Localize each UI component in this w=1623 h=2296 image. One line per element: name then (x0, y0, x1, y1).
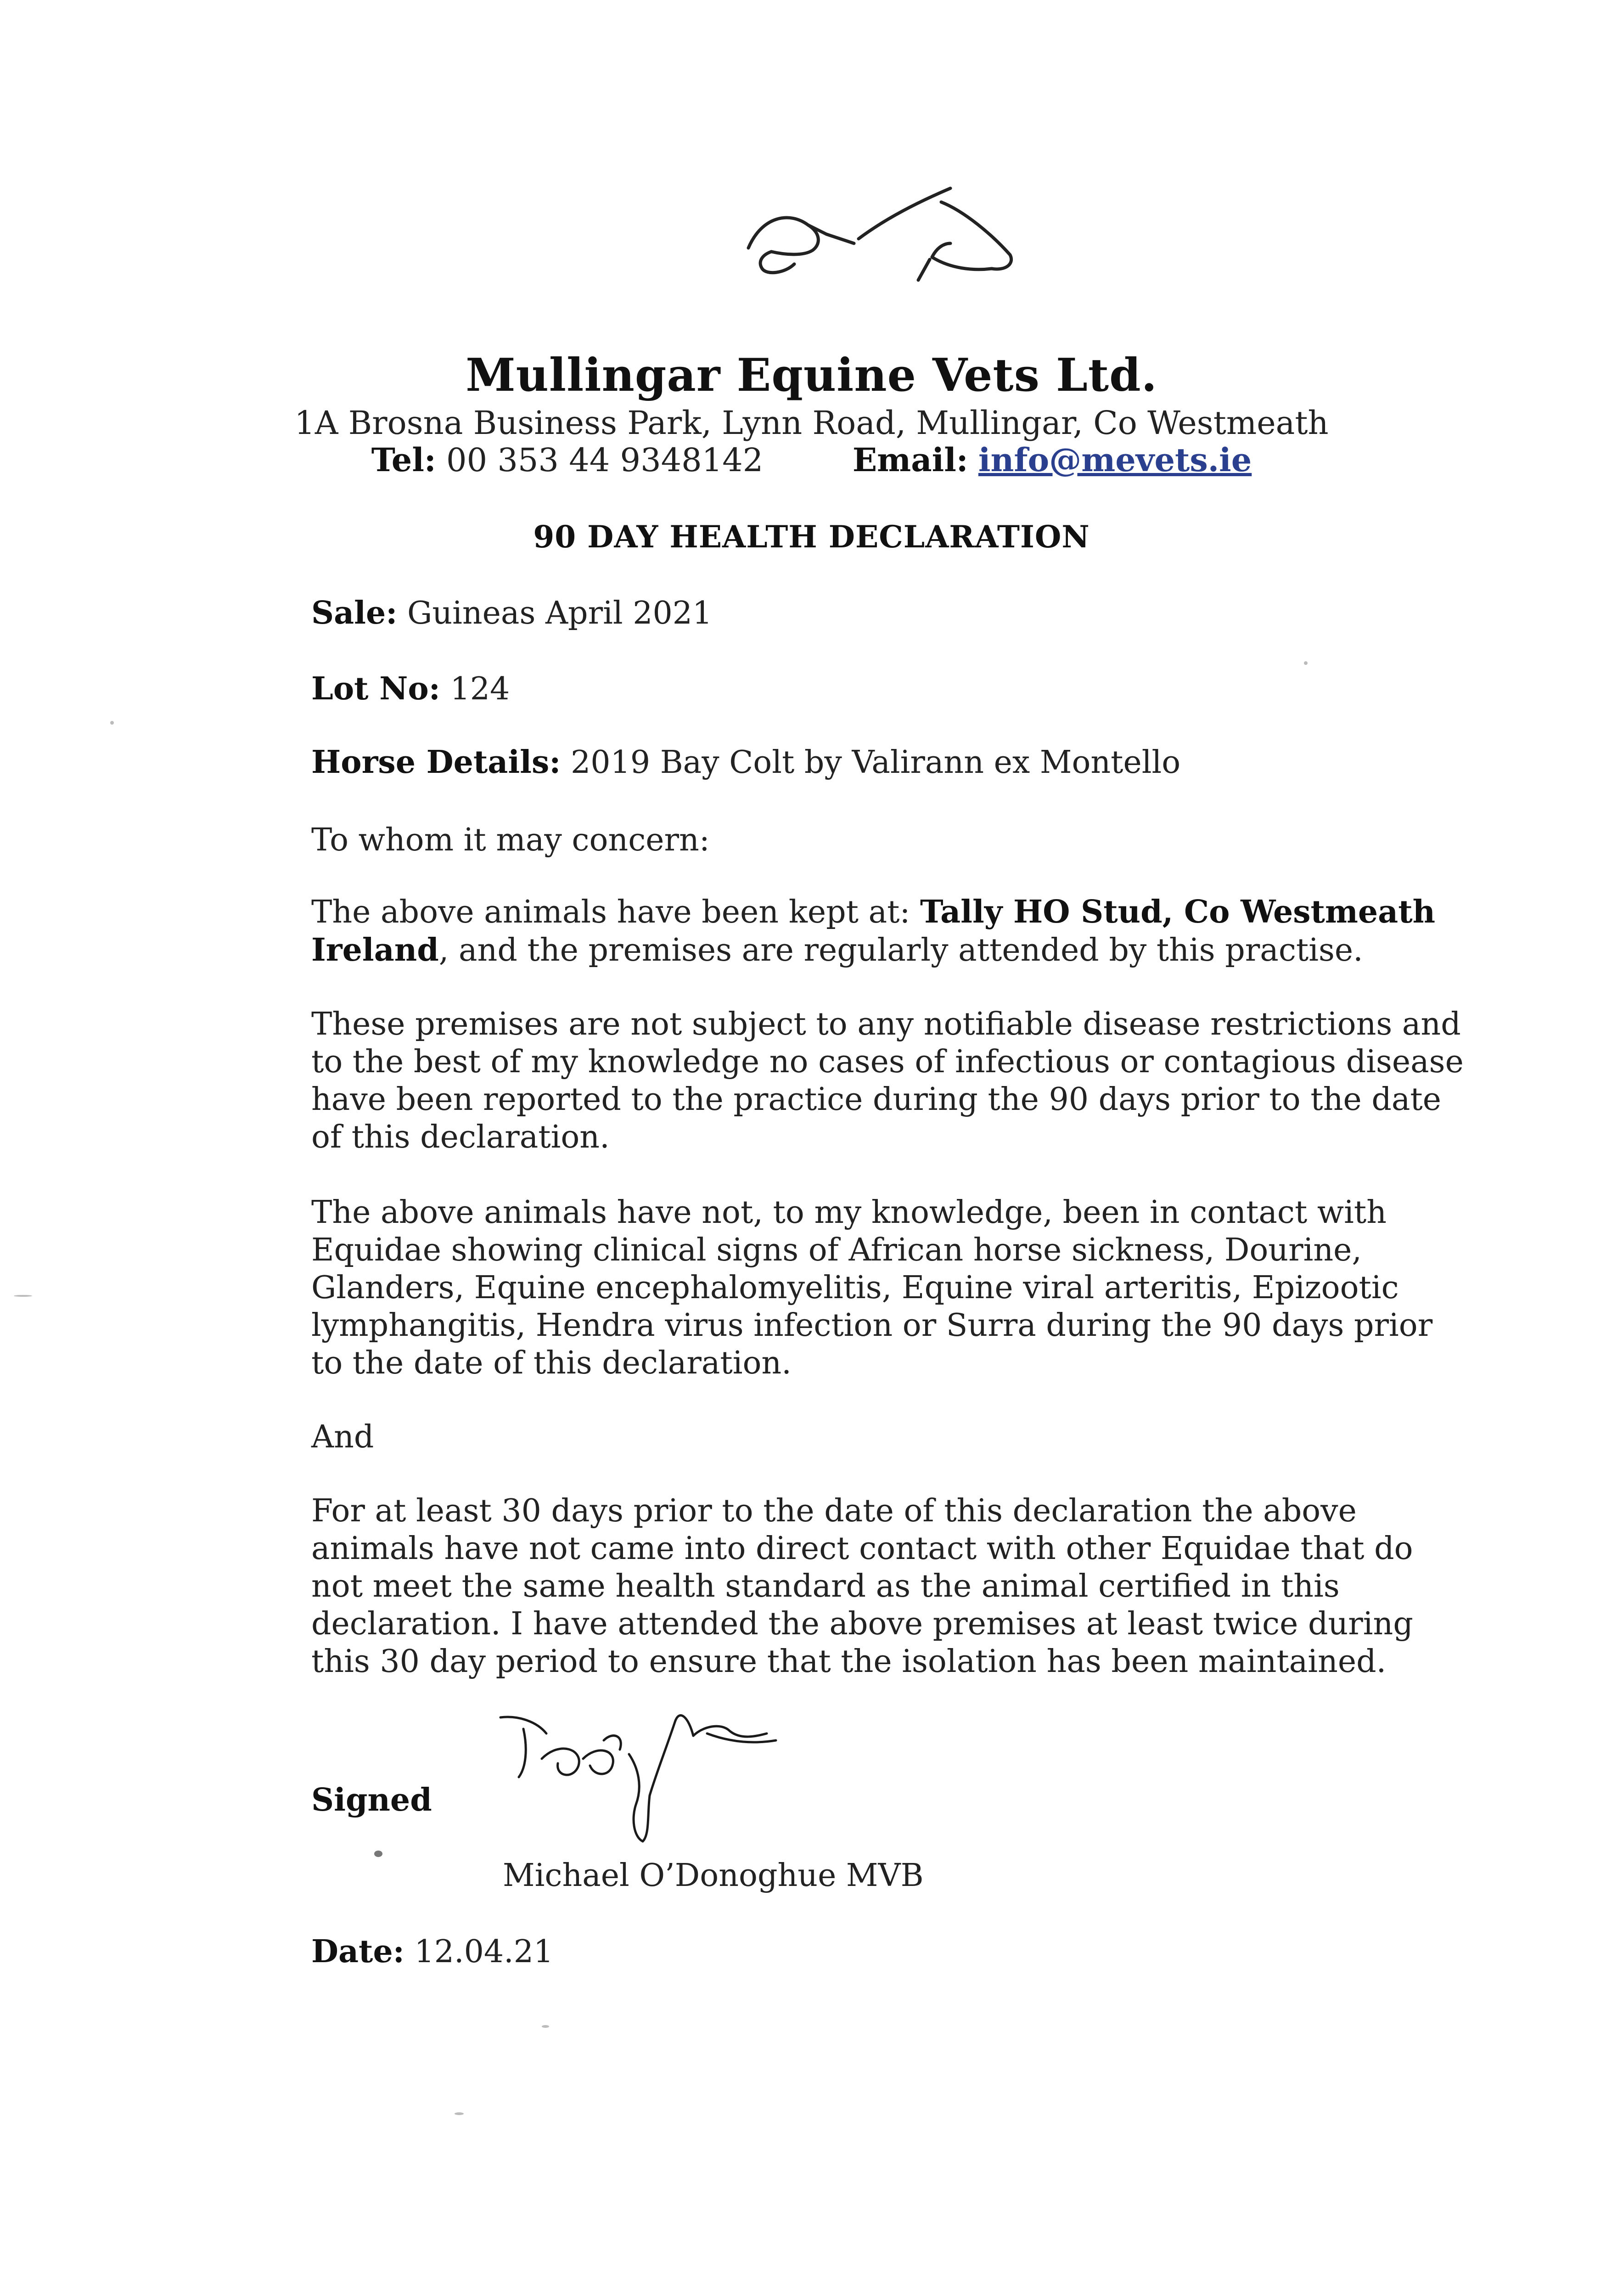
date-value: 12.04.21 (414, 1934, 554, 1970)
scan-speck (110, 721, 114, 725)
date-label: Date: (311, 1933, 404, 1970)
premises-name: Tally HO Stud, Co Westmeath Ireland (311, 894, 1436, 968)
date-field (311, 1933, 553, 1970)
and-line: And (311, 1419, 374, 1455)
document-title: 90 DAY HEALTH DECLARATION (533, 519, 1090, 555)
scan-speck (542, 2025, 549, 2028)
lot-value: 124 (450, 671, 510, 707)
horse-logo-icon (735, 174, 1038, 321)
signed-label-text: Signed (311, 1782, 432, 1818)
premises-outro: , and the premises are regularly attended by this practise. (438, 932, 1363, 968)
scan-speck (374, 1851, 382, 1857)
sale-label: Sale: (311, 595, 398, 631)
salutation: To whom it may concern: (311, 822, 710, 858)
handwritten-signature-icon (491, 1690, 840, 1864)
premises-intro: The above animals have been kept at: (311, 894, 920, 930)
restrictions-paragraph: These premises are not subject to any notifiable disease restrictions and to the best of my knowledge no cases of infectious or contagious disease have been reported to the practice during the 90 days prior to the date of this declaration. (311, 1006, 1464, 1155)
contact-line (0, 441, 1623, 479)
tel-value: 00 353 44 9348142 (446, 441, 764, 479)
contact-diseases-paragraph: The above animals have not, to my knowledge, been in contact with Equidae showing clinical signs of African horse sickness, Dourine, Glanders, Equine encephalomyelitis, Equine viral arteritis, Epizootic lymphangitis, Hendra virus infection or Surra during the 90 days prior to the date of this declaration. (311, 1194, 1433, 1381)
sale-value: Guineas April 2021 (407, 595, 713, 631)
lot-field (311, 670, 510, 707)
horse-details-field (311, 744, 1180, 781)
company-address: 1A Brosna Business Park, Lynn Road, Mullingar, Co Westmeath (294, 404, 1329, 442)
scan-speck (1304, 661, 1308, 665)
company-name: Mullingar Equine Vets Ltd. (466, 349, 1157, 402)
scan-speck (14, 1295, 32, 1297)
scan-speck (455, 2112, 464, 2115)
email-link[interactable]: info@mevets.ie (978, 441, 1252, 479)
email-label: Email: (852, 441, 968, 479)
signed-label (311, 1782, 432, 1818)
horse-details-label: Horse Details: (311, 744, 561, 781)
tel-label: Tel: (371, 441, 436, 479)
horse-details-value: 2019 Bay Colt by Valirann ex Montello (571, 744, 1181, 781)
isolation-paragraph: For at least 30 days prior to the date of this declaration the above animals have not came into direct contact with other Equidae that do not meet the same health standard as the animal certified in this declaration. I have attended the above premises at least twice during this 30 day period to ensure that the isolation has been maintained. (311, 1493, 1413, 1680)
sale-field (311, 595, 712, 631)
premises-paragraph (311, 893, 1468, 969)
lot-label: Lot No: (311, 670, 440, 707)
signatory-name: Michael O’Donoghue MVB (503, 1857, 924, 1894)
